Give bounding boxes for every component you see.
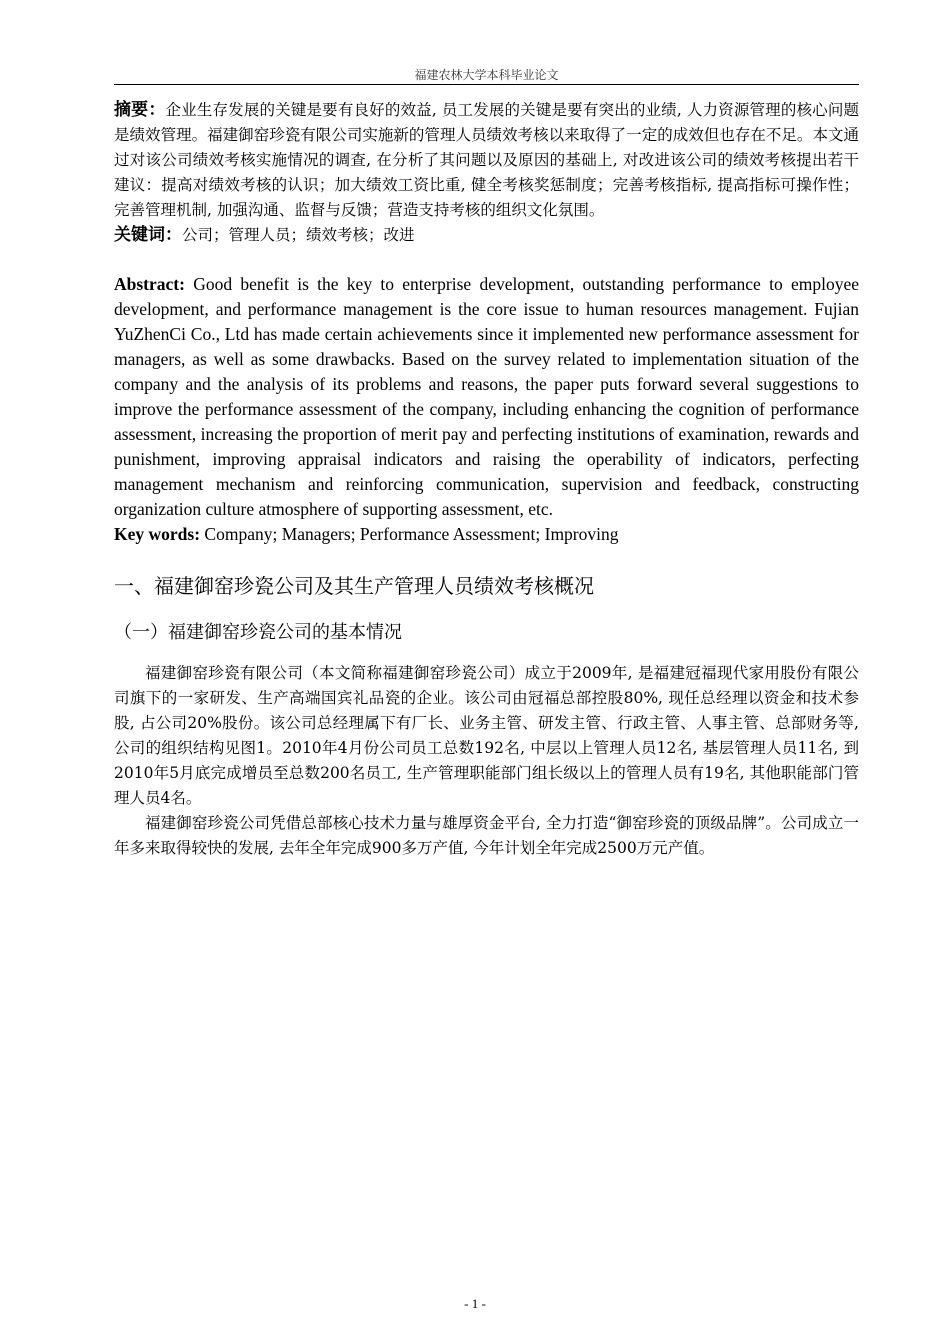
section-heading: 一、福建御窑珍瓷公司及其生产管理人员绩效考核概况 bbox=[114, 574, 594, 598]
header-rule bbox=[114, 84, 859, 85]
spacer bbox=[114, 248, 859, 272]
keywords-en bbox=[114, 522, 859, 547]
abstract-en-label: Abstract: bbox=[114, 274, 185, 294]
subsection-body bbox=[114, 661, 859, 861]
keywords-zh-text: 公司；管理人员；绩效考核；改进 bbox=[182, 226, 415, 244]
keywords-en-label: Key words: bbox=[114, 524, 201, 544]
abstract-zh bbox=[114, 98, 859, 223]
keywords-zh-label: 关键词： bbox=[114, 225, 182, 245]
body-paragraph: 福建御窑珍瓷公司凭借总部核心技术力量与雄厚资金平台, 全力打造“御窑珍瓷的顶级品牌”。公司成立一年多来取得较快的发展, 去年全年完成900多万产值, 今年计划全年完成2500万元产值。 bbox=[114, 814, 859, 857]
abstract-zh-label: 摘要： bbox=[114, 100, 166, 120]
page-number: - 1 - bbox=[464, 1296, 486, 1311]
keywords-zh bbox=[114, 223, 859, 248]
page-content bbox=[114, 98, 859, 861]
keywords-en-text: Company; Managers; Performance Assessment; Improving bbox=[204, 524, 619, 544]
abstract-zh-text: 企业生存发展的关键是要有良好的效益, 员工发展的关键是要有突出的业绩, 人力资源管理的核心问题是绩效管理。福建御窑珍瓷有限公司实施新的管理人员绩效考核以来取得了一定的成效但也存在不足。本文通过对该公司绩效考核实施情况的调查, 在分析了其问题以及原因的基础上, 对改进该公司的绩效考核提出若干建议：提高对绩效考核的认识；加大绩效工资比重, 健全考核奖惩制度；完善考核指标, 提高指标可操作性；完善管理机制, 加强沟通、监督与反馈；营造支持考核的组织文化氛围。 bbox=[114, 101, 859, 219]
body-paragraph: 福建御窑珍瓷有限公司（本文简称福建御窑珍瓷公司）成立于2009年, 是福建冠福现代家用股份有限公司旗下的一家研发、生产高端国宾礼品瓷的企业。该公司由冠福总部控股80%, 现任总经理以资金和技术参股, 占公司20%股份。该公司总经理属下有厂长、业务主管、研发主管、行政主管、人事主管、总部财务等, 公司的组织结构见图1。2010年4月份公司员工总数192名, 中层以上管理人员12名, 基层管理人员11名, 到2010年5月底完成增员至总数200名员工, 生产管理职能部门组长级以上的管理人员有19名, 其他职能部门管理人员4名。 bbox=[114, 664, 859, 807]
running-header: 福建农林大学本科毕业论文 bbox=[414, 68, 559, 82]
subsection-heading: （一）福建御窑珍瓷公司的基本情况 bbox=[114, 622, 402, 643]
abstract-en bbox=[114, 272, 859, 522]
abstract-en-text: Good benefit is the key to enterprise development, outstanding performance to employee development, and performance management is the core issue to human resources management. Fujian YuZhenCi Co., Ltd has made certain achievements since it implemented new performance assessment for managers, as well as some drawbacks. Based on the survey related to implementation situation of the company and the analysis of its problems and reasons, the paper puts forward several suggestions to improve the performance assessment of the company, including enhancing the cognition of performance assessment, increasing the proportion of merit pay and perfecting institutions of examination, rewards and punishment, improving appraisal indicators and raising the operability of indicators, perfecting management mechanism and reinforcing communication, supervision and feedback, constructing organization culture atmosphere of supporting assessment, etc. bbox=[114, 274, 859, 519]
